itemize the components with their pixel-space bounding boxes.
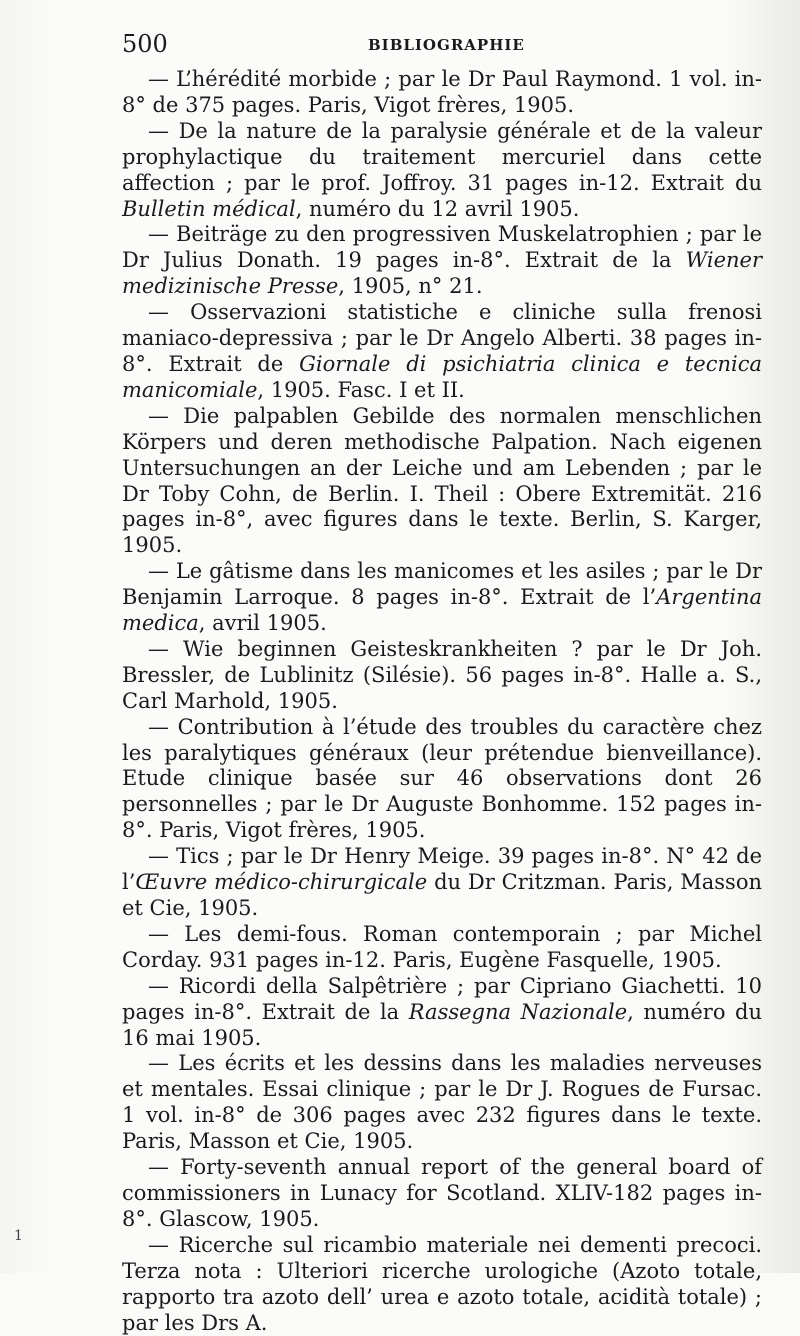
journal-title: Wiener medizinische Presse <box>122 248 762 299</box>
bibliography-entry: — Beiträge zu den progressiven Muskelatrophien ; par le Dr Julius Donath. 19 pages in-8°. Extrait de la Wiener medizinische Presse, 1905, n° 21. <box>122 222 762 299</box>
journal-title: Rassegna Nazionale <box>408 999 628 1024</box>
running-head: BIBLIOGRAPHIE <box>368 36 525 54</box>
bibliography-list <box>122 67 762 1336</box>
bibliography-entry: — Ricerche sul ricambio materiale nei dementi precoci. Terza nota : Ulteriori ricerche urologiche (Azoto totale, rapporto tra azoto dell’ urea e azoto totale, acidità totale) ; par les Drs A. <box>122 1232 762 1335</box>
journal-title: Giornale di psichiatria clinica e tecnica manicomiale <box>122 351 762 402</box>
bibliography-entry: — De la nature de la paralysie générale et de la valeur prophylactique du traitement mercuriel dans cette affection ; par le prof. Joffroy. 31 pages in-12. Extrait du Bulletin médical, numéro du 12 avril 1905. <box>122 118 762 221</box>
journal-title: Argentina medica <box>122 585 762 636</box>
page-number: 500 <box>122 30 168 58</box>
bibliography-entry: — L’hérédité morbide ; par le Dr Paul Raymond. 1 vol. in-8° de 375 pages. Paris, Vigot frères, 1905. <box>122 67 762 117</box>
bibliography-entry: — Die palpablen Gebilde des normalen menschlichen Körpers und deren methodische Palpation. Nach eigenen Untersuchungen an der Leiche und am Lebenden ; par le Dr Toby Cohn, de Berlin. I. Theil : Obere Extremität. 216 pages in-8°, avec figures dans le texte. Berlin, S. Karger, 1905. <box>122 403 762 558</box>
bibliography-entry: — Forty-seventh annual report of the general board of commissioners in Lunacy for Scotland. XLIV-182 pages in-8°. Glascow, 1905. <box>122 1155 762 1231</box>
bibliography-entry: — Tics ; par le Dr Henry Meige. 39 pages in-8°. N° 42 de l’Œuvre médico-chirurgicale du Dr Critzman. Paris, Masson et Cie, 1905. <box>122 844 762 920</box>
margin-mark: 1 <box>14 1228 23 1244</box>
journal-title: Bulletin médical <box>122 196 296 221</box>
bibliography-entry: — Ricordi della Salpêtrière ; par Cipriano Giachetti. 10 pages in-8°. Extrait de la Rassegna Nazionale, numéro du 16 mai 1905. <box>122 973 762 1050</box>
bibliography-entry: — Osservazioni statistiche e cliniche sulla frenosi maniaco-depressiva ; par le Dr Angelo Alberti. 38 pages in-8°. Extrait de Giornale di psichiatria clinica e tecnica manicomiale, 1905. Fasc. I et II. <box>122 300 762 402</box>
journal-title: Œuvre médico-chirurgicale <box>135 870 428 895</box>
bibliography-entry: — Les demi-fous. Roman contemporain ; par Michel Corday. 931 pages in-12. Paris, Eugène Fasquelle, 1905. <box>122 921 762 972</box>
page-header <box>122 30 760 64</box>
bibliography-entry: — Le gâtisme dans les manicomes et les asiles ; par le Dr Benjamin Larroque. 8 pages in-8°. Extrait de l’Argentina medica, avril 1905. <box>122 559 762 636</box>
bibliography-entry: — Les écrits et les dessins dans les maladies nerveuses et mentales. Essai clinique ; par le Dr J. Rogues de Fursac. 1 vol. in-8° de 306 pages avec 232 figures dans le texte. Paris, Masson et Cie, 1905. <box>122 1051 762 1154</box>
bibliography-entry: — Wie beginnen Geisteskrankheiten ? par le Dr Joh. Bressler, de Lublinitz (Silésie). 56 pages in-8°. Halle a. S., Carl Marhold, 1905. <box>122 636 762 713</box>
bibliography-entry: — Contribution à l’étude des troubles du caractère chez les paralytiques généraux (leur prétendue bienveillance). Etude clinique basée sur 46 observations dont 26 personnelles ; par le Dr Auguste Bonhomme. 152 pages in-8°. Paris, Vigot frères, 1905. <box>122 714 762 843</box>
